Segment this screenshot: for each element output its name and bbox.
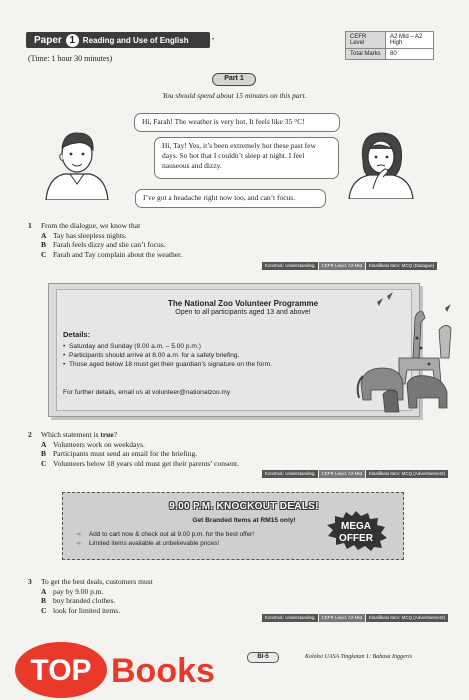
zoo-advertisement — [48, 283, 420, 417]
question-number: 2 — [28, 430, 32, 439]
question-number: 3 — [28, 577, 32, 586]
option-text: buy branded clothes. — [53, 596, 116, 605]
part-label: Part 1 — [212, 73, 256, 86]
classification-tag: Klasifikasi Item: MCQ (Advertisement) — [366, 470, 448, 478]
paper-title: Reading and Use of English — [82, 35, 189, 45]
option-text: Participants must send an email for the briefing. — [53, 449, 198, 458]
zoo-details-heading: Details: — [63, 330, 91, 339]
book-title: Koleksi UASA Tingkatan 1: Bahasa Inggeris — [305, 654, 413, 660]
deals-line-text: Add to cart now & check out at 9.00 p.m. for the best offer! — [89, 531, 255, 538]
classification-tag: Klasifikasi Item: MCQ (Advertisement) — [366, 614, 448, 622]
option-c[interactable] — [28, 459, 239, 469]
stem-text: Which statement is — [41, 430, 101, 439]
logo-top-text: TOP — [30, 654, 92, 687]
page-number: BI-5 — [247, 652, 279, 663]
option-a[interactable] — [28, 440, 239, 450]
classification-tag: Klasifikasi Item: MCQ (Dialogue) — [366, 262, 437, 270]
construct-tag: Konstruk: Understanding — [262, 614, 318, 622]
option-a[interactable] — [28, 587, 153, 597]
option-text: look for limited items. — [53, 605, 121, 615]
zoo-animals-illustration — [355, 288, 463, 414]
option-letter: B — [41, 596, 47, 605]
cefr-tag: CEFR Level: A2 Mid — [319, 470, 366, 478]
question-stem: From the dialogue, we know that — [41, 221, 141, 230]
option-letter: B — [41, 240, 47, 249]
option-text: Volunteers work on weekdays. — [53, 439, 145, 449]
cefr-table — [345, 31, 434, 60]
badge-bottom-text: OFFER — [339, 533, 373, 544]
cefr-tag: CEFR Level: A2 Mid — [319, 614, 366, 622]
option-text: pay by 9.00 p.m. — [53, 586, 104, 596]
stem-text: ? — [113, 430, 118, 439]
speech-bubble-tay-2: I’ve got a headache right now too, and can’t focus. — [135, 189, 326, 208]
option-c[interactable] — [28, 250, 182, 260]
question-3-tags — [261, 614, 448, 622]
speech-bubble-farah: Hi, Tay! Yes, it’s been extremely hot these past few days. So hot that I couldn’t sleep at night. I feel nauseous and dizzy. — [154, 137, 339, 179]
deals-advertisement — [62, 492, 404, 560]
list-item: • Those aged below 18 must get their guardian’s signature on the form. — [63, 360, 313, 369]
stem-emphasis: true — [100, 430, 114, 439]
option-text: Farah and Tay complain about the weather. — [53, 249, 183, 259]
option-b[interactable] — [28, 240, 182, 250]
zoo-ad-subtitle: Open to all participants aged 13 and above! — [175, 309, 311, 316]
total-marks-label: Total Marks — [346, 49, 386, 60]
zoo-contact-text: For further details, email us at volunteer@nationalzoo.my — [63, 389, 231, 396]
time-allowed: (Time: 1 hour 30 minutes) — [28, 54, 113, 63]
option-text: Farah feels dizzy and she can’t focus. — [53, 240, 166, 249]
construct-tag: Konstruk: Understanding — [262, 262, 318, 270]
cefr-tag: CEFR Level: A2 Mid — [319, 262, 366, 270]
arrow-icon: ➪ — [77, 532, 83, 538]
option-letter: A — [41, 230, 47, 240]
paper-number: 1 — [66, 34, 79, 47]
option-letter: A — [41, 586, 47, 596]
girl-illustration — [343, 127, 419, 199]
option-letter: C — [41, 605, 47, 615]
zoo-details-list — [63, 342, 313, 369]
option-text: Tay has sleepless nights. — [53, 230, 127, 240]
option-letter: C — [41, 249, 47, 259]
option-text: Volunteers below 18 years old must get their parents’ consent. — [53, 458, 239, 468]
option-c[interactable] — [28, 606, 153, 616]
badge-top-text: MEGA — [341, 521, 371, 532]
option-a[interactable] — [28, 231, 182, 241]
deals-line-2 — [77, 540, 219, 547]
decorative-dot: • — [212, 37, 215, 43]
option-b[interactable] — [28, 596, 153, 606]
deals-subtitle: Get Branded Items at RM15 only! — [192, 517, 296, 524]
question-2 — [28, 430, 239, 468]
list-item: • Saturday and Sunday (9.00 a.m. – 5.00 p.m.) — [63, 342, 313, 351]
part-instruction: You should spend about 15 minutes on this part. — [162, 91, 307, 100]
list-item: • Participants should arrive at 8.00 a.m. for a safety briefing. — [63, 351, 313, 360]
question-2-tags — [261, 470, 448, 478]
question-1-tags — [261, 262, 437, 270]
mega-offer-badge — [325, 511, 387, 551]
question-3 — [28, 577, 153, 615]
deals-line-1 — [77, 531, 254, 538]
question-1 — [28, 221, 182, 259]
zoo-ad-title: The National Zoo Volunteer Programme — [167, 299, 319, 308]
boy-illustration — [40, 124, 114, 200]
option-letter: B — [41, 449, 47, 458]
deals-line-text: Limited items available at unbelievable prices! — [89, 540, 220, 547]
paper-word: Paper — [34, 34, 62, 46]
question-stem — [41, 430, 117, 440]
question-number: 1 — [28, 221, 32, 230]
speech-bubble-tay-1: Hi, Farah! The weather is very hot. It feels like 35 °C! — [134, 113, 340, 132]
option-b[interactable] — [28, 449, 239, 459]
option-letter: A — [41, 439, 47, 449]
deals-title: 9.00 P.M. KNOCKOUT DEALS! — [169, 501, 319, 512]
topbooks-logo — [13, 618, 253, 700]
total-marks-value: 80 — [386, 49, 434, 60]
cefr-level-label: CEFR Level — [346, 32, 386, 49]
logo-bottom-text: Books — [111, 652, 215, 690]
cefr-level-value: A2 Mid – A2 High — [386, 32, 434, 49]
arrow-icon: ➪ — [77, 541, 83, 547]
construct-tag: Konstruk: Understanding — [262, 470, 318, 478]
option-letter: C — [41, 458, 47, 468]
question-stem: To get the best deals, customers must — [41, 577, 153, 586]
paper-banner — [26, 32, 210, 48]
